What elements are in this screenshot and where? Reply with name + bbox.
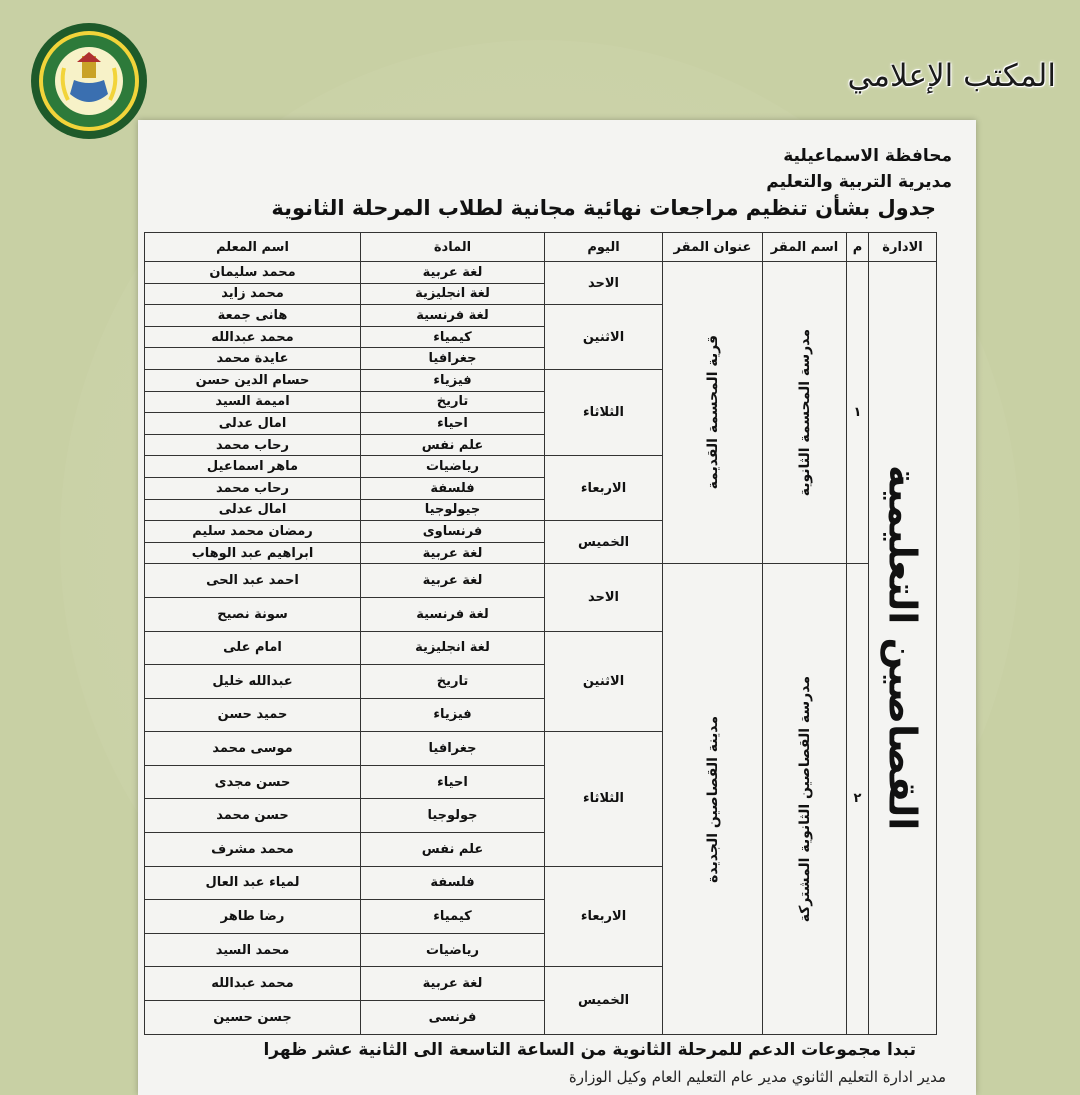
day-cell: الثلاثاء (545, 369, 663, 455)
subject-cell: كيمياء (361, 900, 545, 934)
table-row (145, 564, 937, 598)
site-number: ٢ (847, 564, 869, 1034)
site-address-cell (663, 564, 763, 1034)
site-address-cell (663, 262, 763, 564)
day-cell: الخميس (545, 521, 663, 564)
site-address: قرية المحسمة القديمة (704, 335, 721, 490)
site-address: مدينة القصاصين الجديدة (704, 715, 721, 883)
teacher-cell: عبدالله خليل (145, 665, 361, 699)
col-header: اسم المعلم (145, 233, 361, 262)
subject-cell: لغة عربية (361, 564, 545, 598)
day-cell: الثلاثاء (545, 732, 663, 866)
site-name-cell (763, 564, 847, 1034)
subject-cell: رياضيات (361, 933, 545, 967)
governorate-seal-icon (30, 22, 148, 140)
teacher-cell: محمد سليمان (145, 262, 361, 284)
subject-cell: جغرافيا (361, 732, 545, 766)
teacher-cell: رحاب محمد (145, 477, 361, 499)
subject-cell: لغة عربية (361, 262, 545, 284)
subject-cell: لغة عربية (361, 542, 545, 564)
col-header: اليوم (545, 233, 663, 262)
subject-cell: فيزياء (361, 369, 545, 391)
site-number: ١ (847, 262, 869, 564)
teacher-cell: محمد عبدالله (145, 326, 361, 348)
table-row (145, 262, 937, 284)
teacher-cell: اميمة السيد (145, 391, 361, 413)
subject-cell: فرنساوى (361, 521, 545, 543)
footer-signatures: مدير ادارة التعليم الثانوي مدير عام التعليم العام وكيل الوزارة (568, 1068, 946, 1086)
subject-cell: احياء (361, 413, 545, 435)
teacher-cell: موسى محمد (145, 732, 361, 766)
day-cell: الاربعاء (545, 866, 663, 967)
teacher-cell: امال عدلى (145, 413, 361, 435)
teacher-cell: هانى جمعة (145, 305, 361, 327)
teacher-cell: لمياء عبد العال (145, 866, 361, 900)
teacher-cell: رمضان محمد سليم (145, 521, 361, 543)
directorate-label: مديرية التربية والتعليم (766, 172, 952, 192)
teacher-cell: حسن مجدى (145, 765, 361, 799)
site-name-cell (763, 262, 847, 564)
subject-cell: لغة انجليزية (361, 631, 545, 665)
subject-cell: فلسفة (361, 866, 545, 900)
teacher-cell: حسام الدين حسن (145, 369, 361, 391)
col-header: المادة (361, 233, 545, 262)
subject-cell: فرنسى (361, 1001, 545, 1035)
teacher-cell: عايدة محمد (145, 348, 361, 370)
teacher-cell: ماهر اسماعيل (145, 456, 361, 478)
subject-cell: كيمياء (361, 326, 545, 348)
teacher-cell: جسن حسين (145, 1001, 361, 1035)
site-name: مدرسة القصاصين الثانوية المشتركة (796, 675, 813, 923)
subject-cell: علم نفس (361, 833, 545, 867)
teacher-cell: رحاب محمد (145, 434, 361, 456)
teacher-cell: ابراهيم عبد الوهاب (145, 542, 361, 564)
subject-cell: لغة فرنسية (361, 305, 545, 327)
subject-cell: جيولوجيا (361, 499, 545, 521)
subject-cell: تاريخ (361, 391, 545, 413)
teacher-cell: حسن محمد (145, 799, 361, 833)
subject-cell: فيزياء (361, 698, 545, 732)
subject-cell: فلسفة (361, 477, 545, 499)
administration-cell (869, 262, 937, 1035)
table-header-row (145, 233, 937, 262)
col-header: عنوان المقر (663, 233, 763, 262)
teacher-cell: محمد زايد (145, 283, 361, 305)
day-cell: الخميس (545, 967, 663, 1034)
subject-cell: رياضيات (361, 456, 545, 478)
teacher-cell: حميد حسن (145, 698, 361, 732)
subject-cell: جغرافيا (361, 348, 545, 370)
day-cell: الاثنين (545, 305, 663, 370)
subject-cell: لغة انجليزية (361, 283, 545, 305)
administration-name: القصاصين التعليمية (880, 465, 925, 831)
subject-cell: جولوجيا (361, 799, 545, 833)
col-header: م (847, 233, 869, 262)
day-cell: الاحد (545, 262, 663, 305)
governorate-label: محافظة الاسماعيلية (783, 146, 952, 166)
document-page (138, 120, 976, 1095)
col-header: اسم المقر (763, 233, 847, 262)
site-name: مدرسة المحسمة الثانوية (796, 329, 813, 497)
schedule-table (144, 232, 937, 1035)
day-cell: الاربعاء (545, 456, 663, 521)
day-cell: الاثنين (545, 631, 663, 732)
subject-cell: لغة عربية (361, 967, 545, 1001)
subject-cell: علم نفس (361, 434, 545, 456)
col-header: الادارة (869, 233, 937, 262)
subject-cell: لغة فرنسية (361, 597, 545, 631)
office-title: المكتب الإعلامي (847, 58, 1056, 94)
teacher-cell: محمد عبدالله (145, 967, 361, 1001)
document-title: جدول بشأن تنظيم مراجعات نهائية مجانية لطلاب المرحلة الثانوية (271, 196, 936, 220)
teacher-cell: سونة نصيح (145, 597, 361, 631)
teacher-cell: احمد عبد الحى (145, 564, 361, 598)
day-cell: الاحد (545, 564, 663, 631)
subject-cell: احياء (361, 765, 545, 799)
subject-cell: تاريخ (361, 665, 545, 699)
teacher-cell: محمد مشرف (145, 833, 361, 867)
teacher-cell: امال عدلى (145, 499, 361, 521)
teacher-cell: امام على (145, 631, 361, 665)
teacher-cell: رضا طاهر (145, 900, 361, 934)
teacher-cell: محمد السيد (145, 933, 361, 967)
footer-note: تبدا مجموعات الدعم للمرحلة الثانوية من الساعة التاسعة الى الثانية عشر ظهرا (263, 1040, 916, 1060)
